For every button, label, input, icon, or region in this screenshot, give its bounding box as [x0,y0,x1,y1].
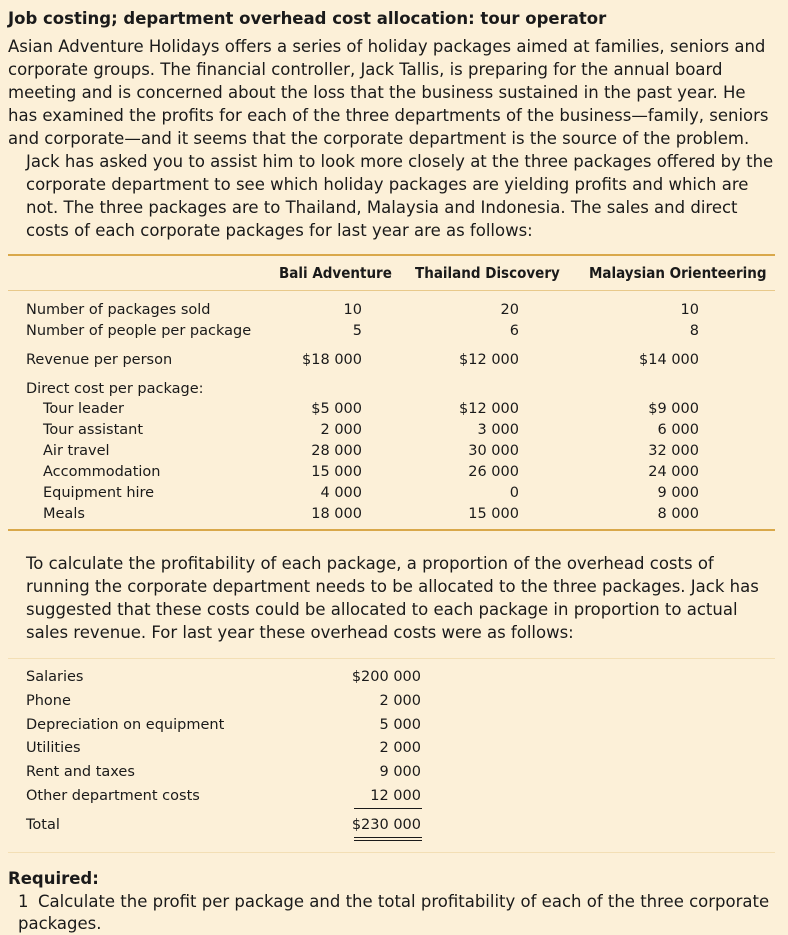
overhead-paragraph: To calculate the profitability of each package, a proportion of the overhead costs of running the corporate department needs to be allocated to the three packages. Jack has suggested that these costs could be allocated to each package in proportion to actual sales revenue. For last year these overhead costs were as follows: [26,554,759,642]
required-heading: Required: [8,869,99,888]
cell-value: 5 [352,323,362,339]
required-item-text: Calculate the profit per package and the total profitability of each of the three corporate packages. [18,892,770,933]
cell-value: $18 000 [302,352,362,368]
overhead-total-label: Total [26,817,60,833]
cell-value: $12 000 [459,401,519,417]
direct-cost-heading: Direct cost per package: [26,381,204,397]
cell-value: $12 000 [459,352,519,368]
column-header-malaysia: Malaysian Orienteering [589,264,767,282]
cell-value: $9 000 [648,401,699,417]
cost-label: Accommodation [43,464,161,480]
overhead-label: Utilities [26,740,81,756]
required-item-number: 1 [18,892,29,911]
intro-paragraph-1: Asian Adventure Holidays offers a series of holiday packages aimed at families, seniors and corporate groups. The financial controller, Jack Tallis, is preparing for the annual board meeting and is concerned about the loss that the business sustained in the past year. He has examined the profits for each of the three departments of the business—family, seniors and corporate—and it seems that the corporate department is the source of the problem. [8,37,769,148]
column-header-bali: Bali Adventure [279,264,392,282]
total-double-underline-top [354,837,422,838]
overhead-bottom-rule [8,852,775,853]
cell-value: $14 000 [639,352,699,368]
overhead-value: $200 000 [351,669,421,685]
table-bottom-rule [8,529,775,531]
cell-value: 20 [500,302,519,318]
row-label: Number of people per package [26,323,252,339]
problem-title: Job costing; department overhead cost allocation: tour operator [8,9,607,28]
cell-value: 30 000 [468,443,519,459]
cell-value: 10 [343,302,362,318]
cell-value: 9 000 [657,485,699,501]
row-label: Revenue per person [26,352,173,368]
overhead-value: 2 000 [379,740,421,756]
overhead-value: 5 000 [379,717,421,733]
total-double-underline-bottom [354,840,422,841]
cell-value: 15 000 [468,506,519,522]
header-rule [8,290,775,291]
cell-value: 8 000 [657,506,699,522]
cell-value: 10 [680,302,699,318]
cell-value: 15 000 [311,464,362,480]
overhead-top-rule [8,658,775,659]
cell-value: 18 000 [311,506,362,522]
cost-label: Meals [43,506,85,522]
overhead-value: 12 000 [370,788,421,804]
cell-value: 3 000 [477,422,519,438]
intro-text [8,35,778,242]
cell-value: 28 000 [311,443,362,459]
overhead-label: Rent and taxes [26,764,135,780]
cost-label: Air travel [43,443,110,459]
cell-value: 6 [509,323,519,339]
cell-value: 26 000 [468,464,519,480]
cell-value: $5 000 [311,401,362,417]
overhead-label: Depreciation on equipment [26,717,225,733]
cell-value: 32 000 [648,443,699,459]
cost-label: Tour leader [43,401,124,417]
overhead-intro [8,552,778,644]
column-header-thailand: Thailand Discovery [415,264,560,282]
required-item [18,891,778,935]
cell-value: 24 000 [648,464,699,480]
row-label: Number of packages sold [26,302,211,318]
cell-value: 0 [509,485,519,501]
cell-value: 8 [689,323,699,339]
subtotal-underline [354,808,422,809]
cell-value: 4 000 [320,485,362,501]
cell-value: 2 000 [320,422,362,438]
cost-label: Equipment hire [43,485,155,501]
overhead-label: Phone [26,693,71,709]
intro-paragraph-2: Jack has asked you to assist him to look more closely at the three packages offered by the corporate department to see which holiday packages are yielding profits and which are not. The three packages are to Thailand, Malaysia and Indonesia. The sales and direct costs of each corporate packages for last year are as follows: [26,152,774,240]
table-top-rule [8,254,775,256]
cost-label: Tour assistant [43,422,144,438]
overhead-value: 9 000 [379,764,421,780]
overhead-label: Other department costs [26,788,200,804]
overhead-value: 2 000 [379,693,421,709]
overhead-label: Salaries [26,669,84,685]
cell-value: 6 000 [657,422,699,438]
overhead-total-value: $230 000 [351,817,421,833]
